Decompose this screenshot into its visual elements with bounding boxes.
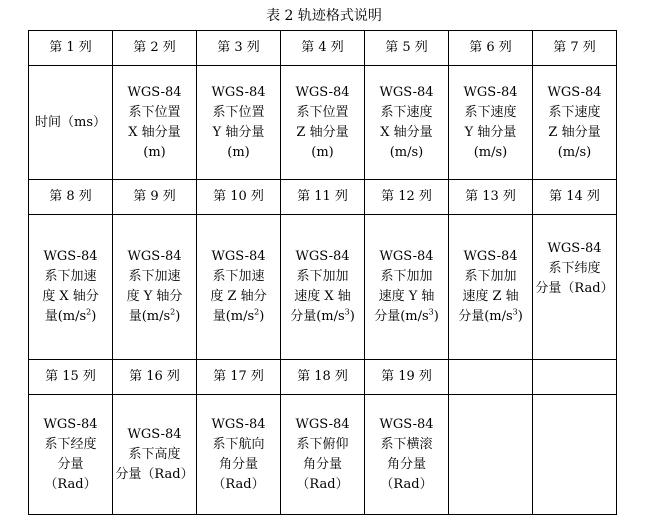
unit-text: 量(m/s <box>44 309 87 324</box>
header-cell: 第 19 列 <box>365 360 449 395</box>
desc-line: X 轴分量 <box>380 124 433 140</box>
desc-line: 角分量 <box>218 456 258 472</box>
desc-line: WGS-84 <box>127 84 182 100</box>
desc-line: 分量（Rad） <box>115 466 194 482</box>
desc-line: 系下航向 <box>212 436 265 452</box>
unit-close: ) <box>91 309 97 324</box>
desc-cell-time <box>29 66 113 180</box>
header-cell: 第 2 列 <box>113 31 197 66</box>
desc-line <box>114 307 195 327</box>
desc-line: 速度 Y 轴 <box>378 289 435 304</box>
desc-cell <box>281 66 365 180</box>
empty-cell <box>533 395 617 515</box>
desc-line: WGS-84 <box>295 416 350 432</box>
unit-exponent: 2 <box>170 307 176 317</box>
unit-text: 分量(m/s <box>458 309 513 324</box>
unit-exponent: 2 <box>86 307 92 317</box>
unit-text: 量(m/s <box>212 309 255 324</box>
desc-line: 系下速度 <box>380 104 433 120</box>
desc-line: Z 轴分量 <box>548 124 601 140</box>
desc-line: WGS-84 <box>463 84 518 100</box>
desc-cell <box>365 395 449 515</box>
header-cell: 第 14 列 <box>533 180 617 215</box>
header-cell: 第 12 列 <box>365 180 449 215</box>
desc-cell <box>281 395 365 515</box>
desc-cell <box>197 66 281 180</box>
desc-line: 速度 Z 轴 <box>462 289 519 304</box>
desc-line <box>450 307 531 327</box>
desc-line: 角分量 <box>302 456 342 472</box>
table-caption: 表 2 轨迹格式说明 <box>266 8 382 24</box>
desc-cell <box>113 215 197 360</box>
header-cell: 第 16 列 <box>113 360 197 395</box>
desc-line: Z 轴分量 <box>296 124 349 140</box>
header-cell: 第 5 列 <box>365 31 449 66</box>
header-row-3 <box>29 360 617 395</box>
desc-cell <box>197 215 281 360</box>
desc-line: 系下位置 <box>212 104 265 120</box>
description-row-1 <box>29 66 617 180</box>
desc-line: WGS-84 <box>547 84 602 100</box>
desc-cell <box>113 66 197 180</box>
desc-line: WGS-84 <box>211 84 266 100</box>
desc-line: 时间（ms） <box>35 114 106 130</box>
header-cell: 第 7 列 <box>533 31 617 66</box>
desc-line: 系下速度 <box>548 104 601 120</box>
empty-cell <box>449 395 533 515</box>
header-cell: 第 1 列 <box>29 31 113 66</box>
desc-line: 分量（Rad） <box>535 281 614 296</box>
desc-line: 系下位置 <box>128 104 181 120</box>
desc-line: Y 轴分量 <box>212 124 265 140</box>
desc-line: (m) <box>143 144 166 160</box>
header-row-2 <box>29 180 617 215</box>
desc-line: Y 轴分量 <box>464 124 517 140</box>
unit-text: 分量(m/s <box>374 309 429 324</box>
unit-exponent: 2 <box>254 307 260 317</box>
unit-exponent: 3 <box>512 307 518 317</box>
desc-line: （Rad） <box>296 476 349 492</box>
unit-close: ) <box>433 309 439 324</box>
desc-line: X 轴分量 <box>128 124 181 140</box>
desc-line: 系下加加 <box>464 269 517 284</box>
header-row-1 <box>29 31 617 66</box>
header-cell: 第 13 列 <box>449 180 533 215</box>
desc-line: 系下加加 <box>380 269 433 284</box>
desc-line: WGS-84 <box>127 426 182 442</box>
description-row-2 <box>29 215 617 360</box>
desc-line: 系下经度 <box>44 436 97 452</box>
desc-cell <box>281 215 365 360</box>
header-cell: 第 10 列 <box>197 180 281 215</box>
desc-cell <box>365 215 449 360</box>
unit-text: 分量(m/s <box>290 309 345 324</box>
desc-line: WGS-84 <box>379 416 434 432</box>
desc-line: 系下加速 <box>212 269 265 284</box>
desc-line <box>366 307 447 327</box>
header-cell: 第 17 列 <box>197 360 281 395</box>
desc-line: （Rad） <box>212 476 265 492</box>
desc-cell-latitude <box>533 215 617 360</box>
desc-line: 度 Y 轴分 <box>126 289 183 304</box>
header-cell: 第 18 列 <box>281 360 365 395</box>
desc-line: WGS-84 <box>295 84 350 100</box>
desc-line: WGS-84 <box>547 241 602 256</box>
desc-line: WGS-84 <box>211 416 266 432</box>
desc-line: WGS-84 <box>463 249 518 264</box>
unit-close: ) <box>517 309 523 324</box>
desc-line: WGS-84 <box>211 249 266 264</box>
unit-close: ) <box>259 309 265 324</box>
desc-line: 角分量 <box>386 456 426 472</box>
desc-line: (m/s) <box>473 144 508 160</box>
header-cell: 第 6 列 <box>449 31 533 66</box>
unit-text: 量(m/s <box>128 309 171 324</box>
header-cell: 第 8 列 <box>29 180 113 215</box>
desc-line <box>30 307 111 327</box>
desc-line: WGS-84 <box>379 249 434 264</box>
header-cell: 第 11 列 <box>281 180 365 215</box>
desc-cell <box>365 66 449 180</box>
header-cell: 第 3 列 <box>197 31 281 66</box>
header-cell: 第 9 列 <box>113 180 197 215</box>
desc-line: WGS-84 <box>43 416 98 432</box>
desc-line: WGS-84 <box>43 249 98 264</box>
header-cell-empty <box>533 360 617 395</box>
desc-line: (m) <box>311 144 334 160</box>
desc-line: WGS-84 <box>295 249 350 264</box>
desc-line: 系下位置 <box>296 104 349 120</box>
desc-line: 系下加速 <box>128 269 181 284</box>
desc-line: 度 Z 轴分 <box>210 289 267 304</box>
desc-line: 系下俯仰 <box>296 436 349 452</box>
unit-exponent: 3 <box>344 307 350 317</box>
desc-line: 系下横滚 <box>380 436 433 452</box>
desc-line: WGS-84 <box>379 84 434 100</box>
desc-line: （Rad） <box>44 476 97 492</box>
desc-line: 度 X 轴分 <box>42 289 99 304</box>
desc-line: WGS-84 <box>127 249 182 264</box>
desc-cell <box>533 66 617 180</box>
desc-line: 分量 <box>57 456 84 472</box>
desc-line: 系下高度 <box>128 446 181 462</box>
unit-close: ) <box>349 309 355 324</box>
desc-line: 速度 X 轴 <box>294 289 351 304</box>
desc-line: （Rad） <box>380 476 433 492</box>
unit-close: ) <box>175 309 181 324</box>
header-cell-empty <box>449 360 533 395</box>
desc-line: (m/s) <box>557 144 592 160</box>
desc-cell <box>449 215 533 360</box>
desc-cell <box>29 215 113 360</box>
trajectory-format-table <box>28 30 617 515</box>
desc-line: 系下加速 <box>44 269 97 284</box>
desc-cell <box>113 395 197 515</box>
header-cell: 第 4 列 <box>281 31 365 66</box>
desc-line <box>282 307 363 327</box>
desc-line: 系下速度 <box>464 104 517 120</box>
desc-cell <box>197 395 281 515</box>
desc-cell <box>449 66 533 180</box>
desc-line: (m/s) <box>389 144 424 160</box>
desc-line: (m) <box>227 144 250 160</box>
header-cell: 第 15 列 <box>29 360 113 395</box>
unit-exponent: 3 <box>428 307 434 317</box>
desc-line: 系下加加 <box>296 269 349 284</box>
desc-line <box>198 307 279 327</box>
desc-cell <box>29 395 113 515</box>
description-row-3 <box>29 395 617 515</box>
desc-line: 系下纬度 <box>548 261 601 276</box>
